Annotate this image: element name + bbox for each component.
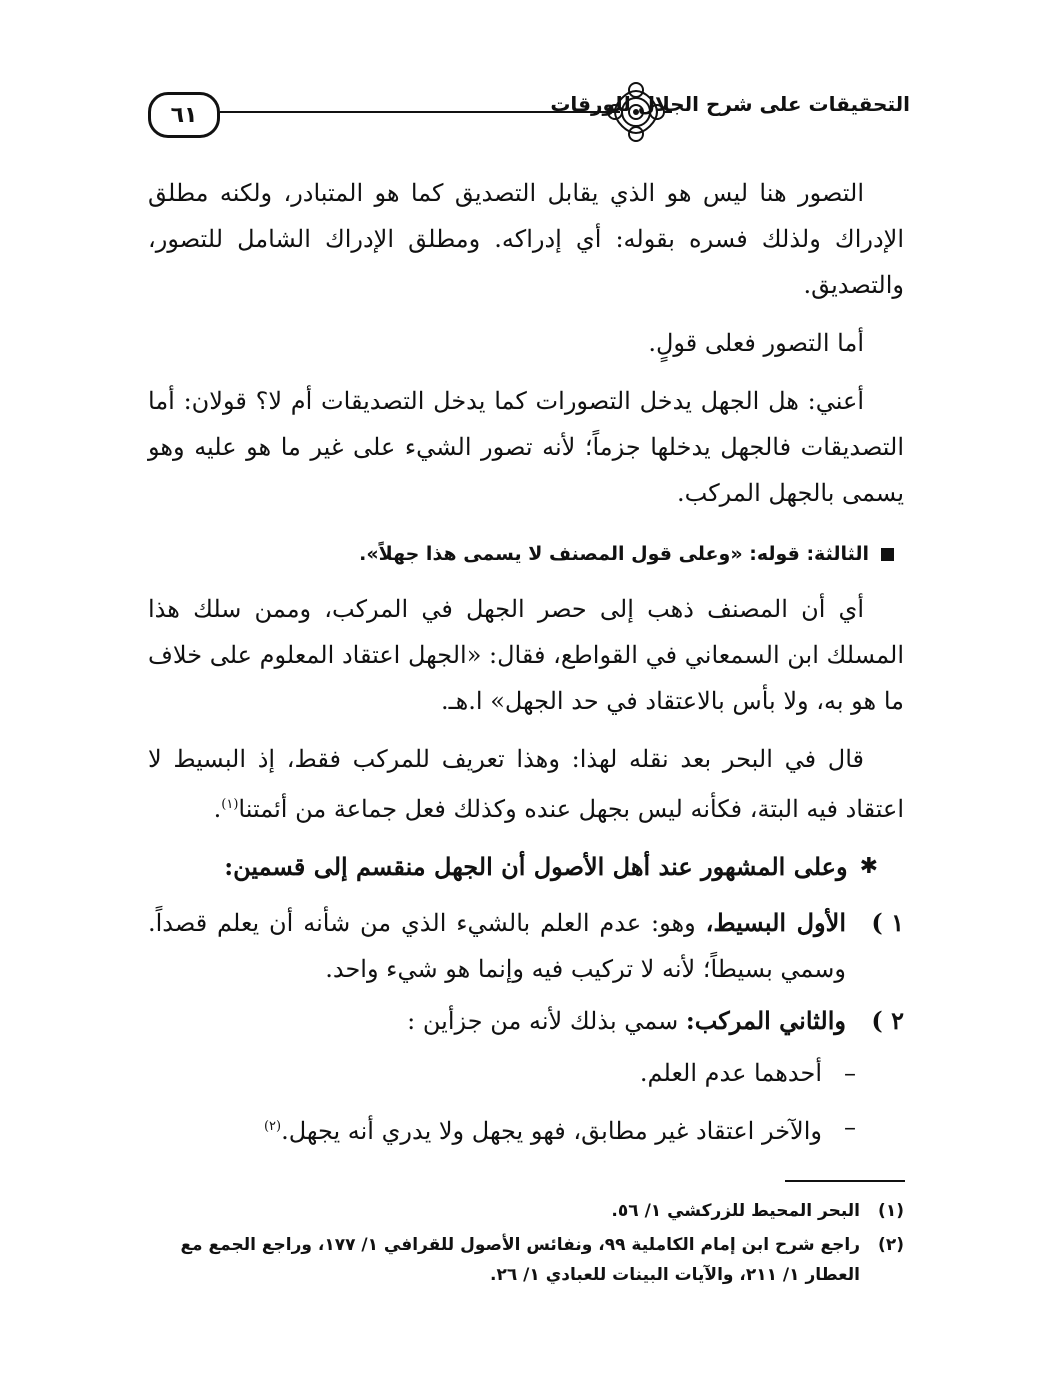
page-header (140, 70, 910, 150)
numbered-item-1 (148, 900, 904, 992)
footnote-text: راجع شرح ابن إمام الكاملية ٩٩، ونفائس الأصول للقرافي ١/ ١٧٧، وراجع الجمع مع العطار ١/ ٢١١، والآيات البينات للعبادي ١/ ٢٦. (180, 1235, 860, 1285)
section-heading (148, 534, 904, 574)
footnote-text: البحر المحيط للزركشي ١/ ٥٦. (611, 1201, 860, 1221)
footnote (148, 1196, 904, 1226)
footnote-ref[interactable]: (١) (221, 797, 239, 812)
numbered-item-2 (148, 998, 904, 1044)
footnote-rule (785, 1180, 905, 1182)
dash-item (148, 1104, 904, 1154)
paragraph: التصور هنا ليس هو الذي يقابل التصديق كما هو المتبادر، ولكنه مطلق الإدراك ولذلك فسره بقوله: أي إدراكه. ومطلق الإدراك الشامل للتصور، والتصديق. (148, 179, 904, 299)
paragraph-text: قال في البحر بعد نقله لهذا: وهذا تعريف للمركب فقط، إذ البسيط لا اعتقاد فيه البتة، فكأنه ليس بجهل عنده وكذلك فعل جماعة من أئمتنا (148, 745, 904, 823)
footnote (148, 1230, 904, 1290)
square-bullet-icon (881, 548, 894, 561)
paragraph: أعني: هل الجهل يدخل التصورات كما يدخل التصديقات أم لا؟ قولان: أما التصديقات فالجهل يدخلها جزماً؛ لأنه تصور الشيء على غير ما هو عليه وهو يسمى بالجهل المركب. (148, 387, 904, 507)
star-item (148, 844, 904, 890)
dash-item-text: أحدهما عدم العلم. (639, 1059, 822, 1087)
item-number: ١ ) (871, 908, 904, 937)
page-number: ٦١ (148, 92, 220, 138)
paragraph: أما التصور فعلى قولٍ. (648, 329, 864, 357)
item-text: وهو: عدم العلم بالشيء الذي من شأنه أن يعلم قصداً. وسمي بسيطاً؛ لأنه لا تركيب فيه وإنما هو شيء واحد. (148, 909, 846, 983)
footnotes (148, 1196, 904, 1294)
footnote-ref[interactable]: (٢) (263, 1119, 282, 1134)
paragraph: أي أن المصنف ذهب إلى حصر الجهل في المركب، وممن سلك هذا المسلك ابن السمعاني في القواطع، فقال: «الجهل اعتقاد المعلوم على خلاف ما هو به، ولا بأس بالاعتقاد في حد الجهل» ا.هـ. (148, 595, 904, 715)
body-text (148, 170, 904, 1162)
item-text: سمي بذلك لأنه من جزأين : (407, 1007, 686, 1035)
dash-icon: – (844, 1113, 856, 1141)
section-heading-text: الثالثة: قوله: «وعلى قول المصنف لا يسمى هذا جهلاً». (359, 543, 869, 565)
footnote-number: (١) (878, 1201, 904, 1221)
item-term: الأول البسيط، (705, 908, 847, 937)
paragraph (148, 736, 904, 832)
paragraph-end: . (213, 795, 222, 823)
dash-icon: – (844, 1059, 856, 1087)
footnote-number: (٢) (878, 1235, 904, 1255)
dash-item-text: والآخر اعتقاد غير مطابق، فهو يجهل ولا يدري أنه يجهل. (281, 1117, 822, 1145)
item-number: ٢ ) (871, 1006, 904, 1035)
running-title: التحقيقات على شرح الجلال للورقات (550, 92, 910, 116)
item-term: والثاني المركب: (685, 1006, 846, 1035)
dash-item (148, 1050, 904, 1096)
star-item-text: وعلى المشهور عند أهل الأصول أن الجهل منقسم إلى قسمين: (224, 852, 848, 881)
asterisk-icon: ✱ (859, 854, 878, 879)
